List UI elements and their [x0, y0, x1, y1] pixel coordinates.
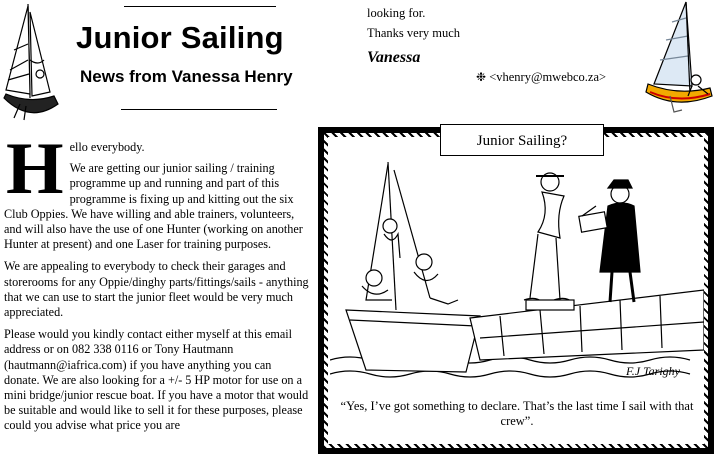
paragraph-contact: Please would you kindly contact either myself at this email address or on 082 338 0116 or Tony Hautmann (hautmann@iafrica.com) if you have anything you can donate. We are also looking for a +/- 5 HP motor for use on a mini bridge/junior rescue boat. If you have a motor that would be suitable and would like to sell it for these purposes, please could you advise what price you are [4, 327, 309, 433]
sun-icon: ❉ [476, 70, 487, 84]
email-line [476, 70, 606, 85]
header-bottom-rule [121, 109, 277, 110]
paragraph-programme: We are getting our junior sailing / training programme up and running and part of this programme is fixing up and kitting out the six Club Oppies. We have willing and able trainers, volunteers, and will also have the use of one Hunter (working on another Hunter at present) and one Laser for training purposes. [4, 161, 303, 252]
continuation-text: looking for. [367, 6, 426, 20]
signature: Vanessa [367, 49, 421, 66]
header-top-rule [124, 6, 276, 7]
greeting-text: ello everybody. [69, 140, 145, 154]
page-title: Junior Sailing [76, 20, 284, 55]
drop-cap: H [6, 128, 64, 210]
artist-signature: F.J Tarighy [626, 364, 681, 378]
cartoon-heading: Junior Sailing? [440, 124, 604, 156]
cartoon-caption: “Yes, I’ve got something to declare. That’s the last time I sail with that crew”. [340, 399, 694, 428]
sailboat-left-illustration [0, 0, 68, 124]
article-body [4, 128, 309, 441]
cartoon-illustration [330, 160, 704, 396]
email-link[interactable]: <vhenry@mwebco.za> [489, 70, 607, 84]
paragraph-intro [4, 128, 309, 252]
page-subtitle: News from Vanessa Henry [80, 67, 293, 86]
thanks-text: Thanks very much [367, 26, 461, 40]
paragraph-appeal: We are appealing to everybody to check their garages and storerooms for any Oppie/dinghy parts/fittings/sails - anything that we can use to start the junior fleet would be very much appreciated. [4, 259, 309, 320]
sailboat-right-illustration [640, 0, 718, 124]
